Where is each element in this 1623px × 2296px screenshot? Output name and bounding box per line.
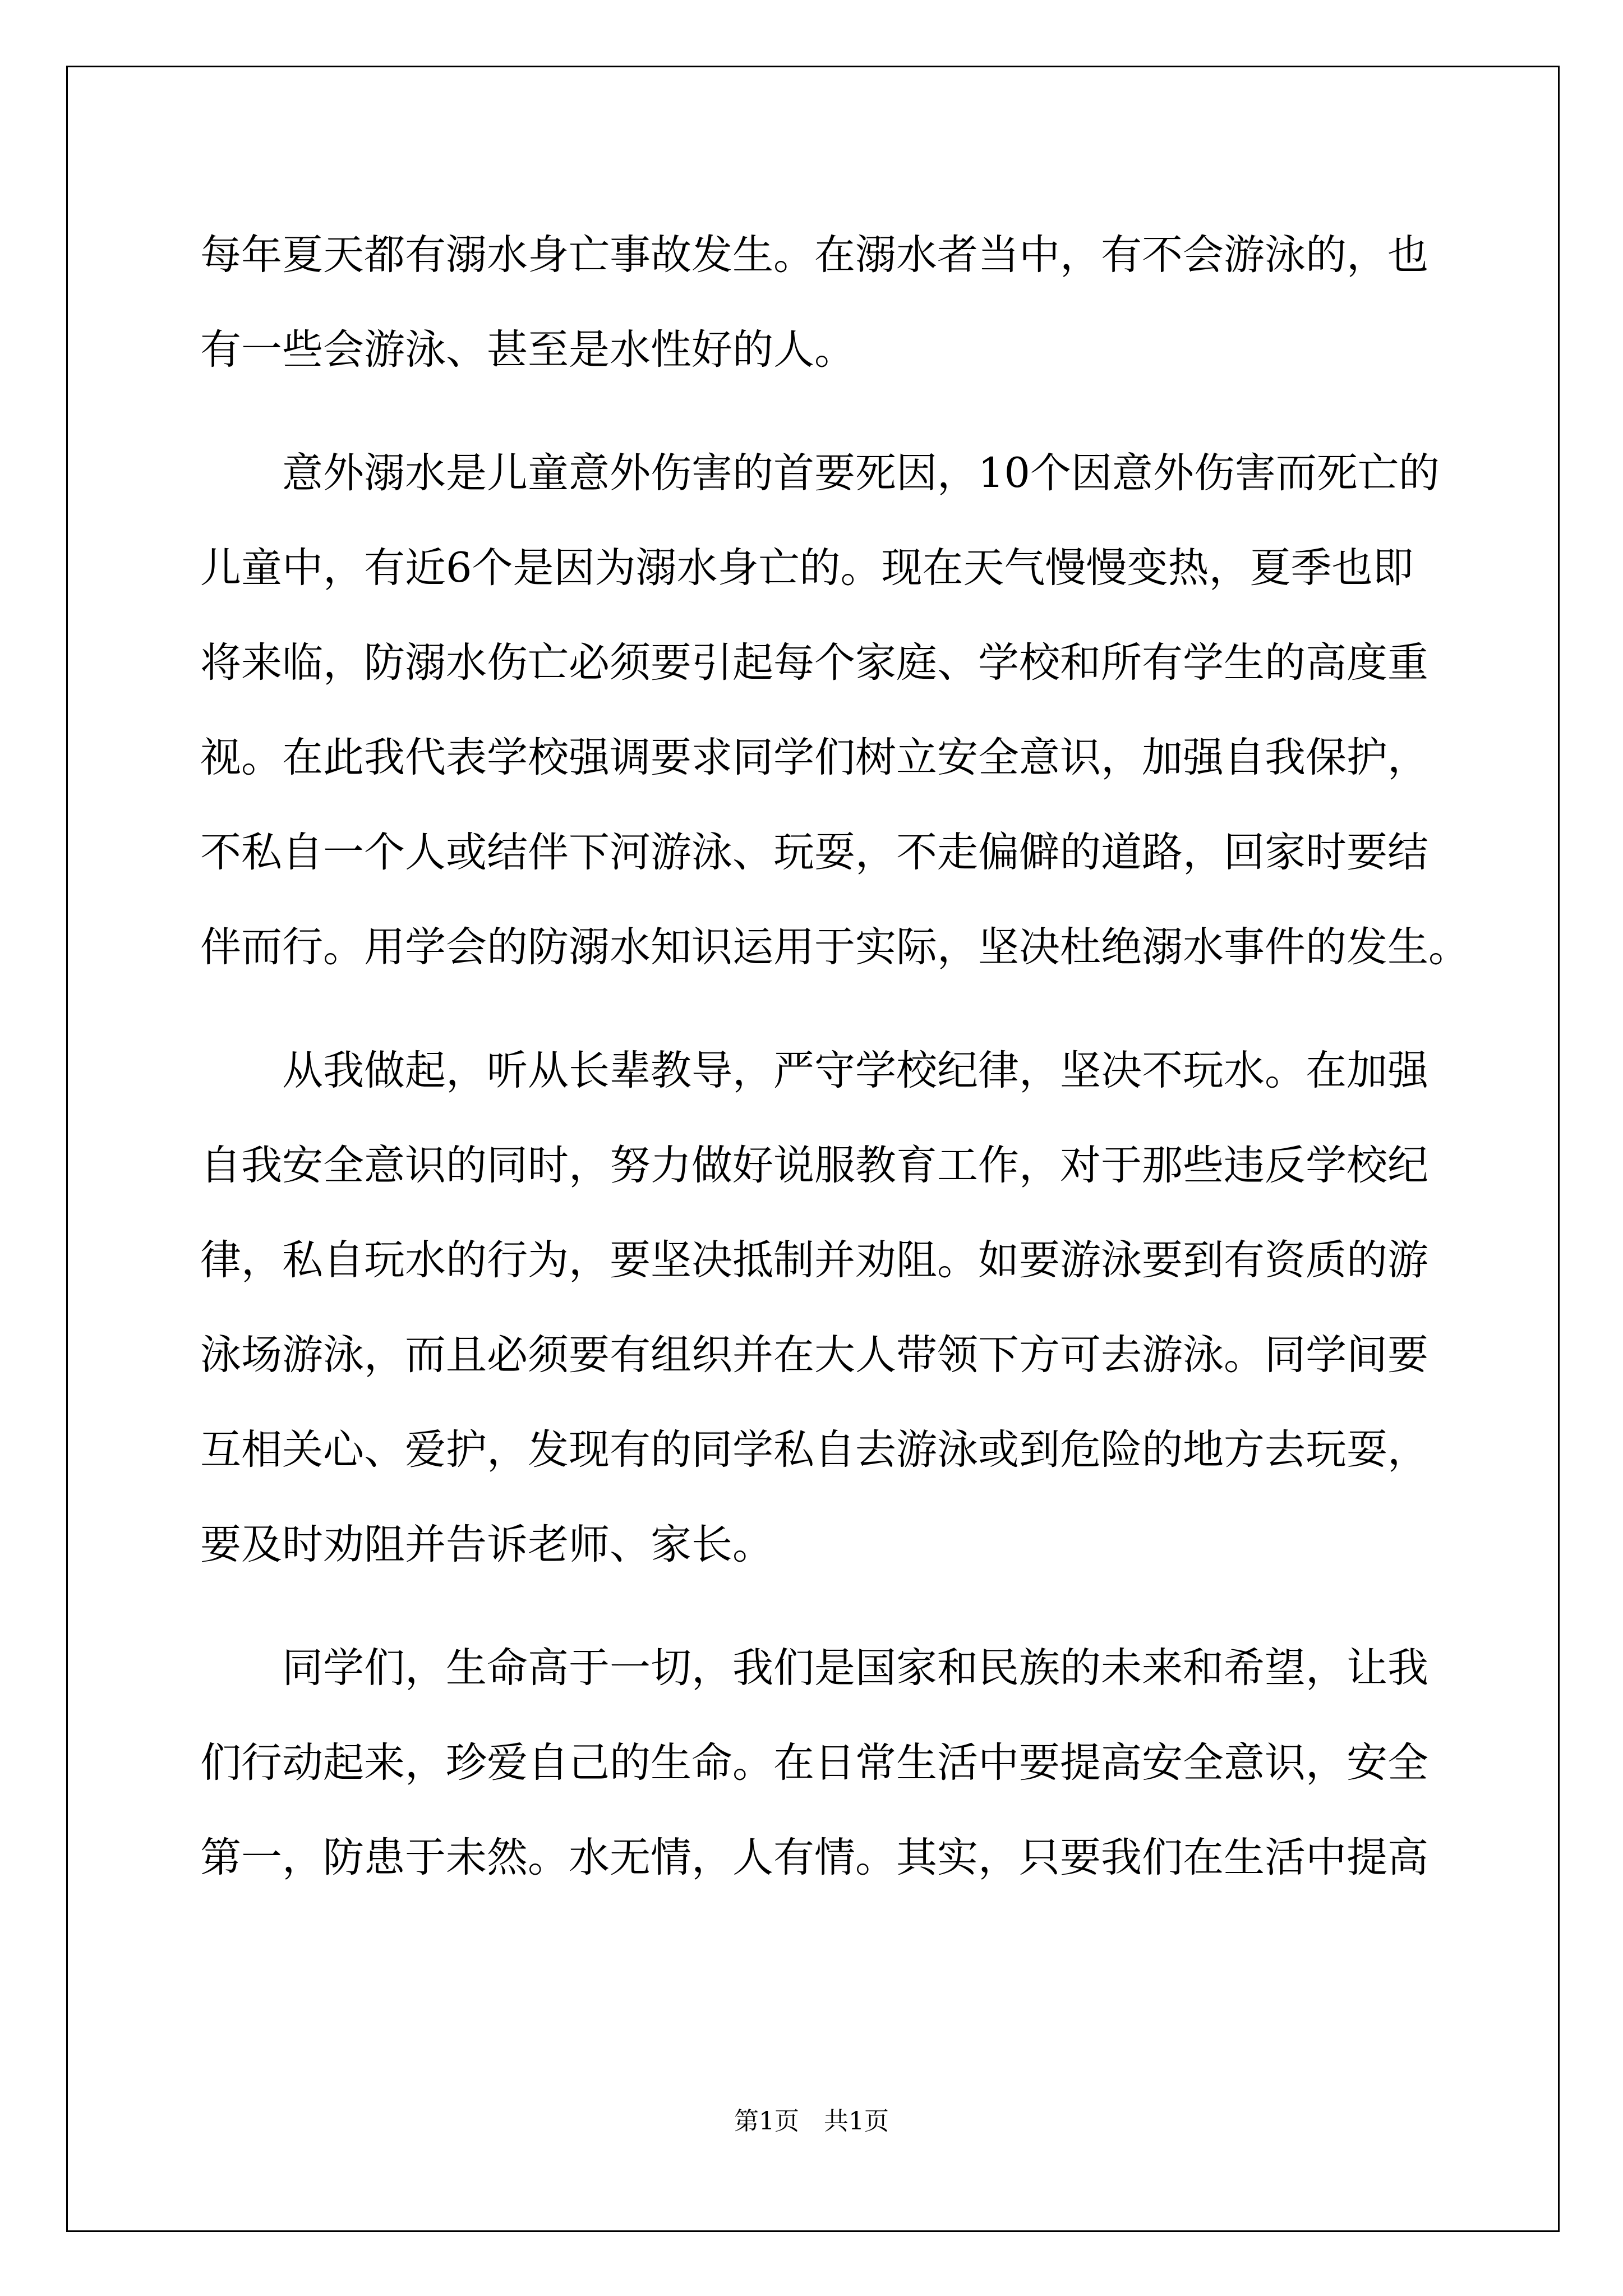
paragraph-gap: [200, 1592, 1445, 1621]
text-line: 将来临，防溺水伤亡必须要引起每个家庭、学校和所有学生的高度重: [200, 639, 1428, 687]
paragraph-gap: [200, 397, 1445, 426]
text-line: 自我安全意识的同时，努力做好说服教育工作，对于那些违反学校纪: [200, 1142, 1428, 1189]
text-line: 泳场游泳，而且必须要有组织并在大人带领下方可去游泳。同学间要: [200, 1331, 1428, 1379]
document-body: [200, 208, 1469, 1905]
text-line: 要及时劝阻并告诉老师、家长。: [200, 1521, 773, 1568]
text-line: 们行动起来，珍爱自己的生命。在日常生活中要提高安全意识，安全: [200, 1739, 1428, 1787]
text-line: 互相关心、爱护，发现有的同学私自去游泳或到危险的地方去玩耍，: [200, 1426, 1428, 1474]
text-line: 伴而行。用学会的防溺水知识运用于实际，坚决杜绝溺水事件的发生。: [200, 923, 1469, 971]
text-line: 视。在此我代表学校强调要求同学们树立安全意识，加强自我保护，: [200, 734, 1428, 781]
text-line: 每年夏天都有溺水身亡事故发生。在溺水者当中，有不会游泳的，也: [200, 231, 1428, 279]
paragraph-gap: [200, 995, 1445, 1023]
text-line: 第一，防患于未然。水无情，人有情。其实，只要我们在生活中提高: [200, 1834, 1428, 1881]
text-line: 同学们，生命高于一切，我们是国家和民族的未来和希望，让我: [200, 1644, 1428, 1692]
page-number-footer: 第1页 共1页: [734, 2107, 889, 2136]
text-line: 有一些会游泳、甚至是水性好的人。: [200, 326, 855, 374]
text-line: 律，私自玩水的行为，要坚决抵制并劝阻。如要游泳要到有资质的游: [200, 1236, 1428, 1284]
text-line: 从我做起，听从长辈教导，严守学校纪律，坚决不玩水。在加强: [200, 1047, 1428, 1094]
text-line: 不私自一个人或结伴下河游泳、玩耍，不走偏僻的道路，回家时要结: [200, 829, 1428, 876]
text-line: 儿童中，有近6个是因为溺水身亡的。现在天气慢慢变热，夏季也即: [200, 544, 1414, 592]
text-line: 意外溺水是儿童意外伤害的首要死因，10个因意外伤害而死亡的: [200, 449, 1440, 497]
